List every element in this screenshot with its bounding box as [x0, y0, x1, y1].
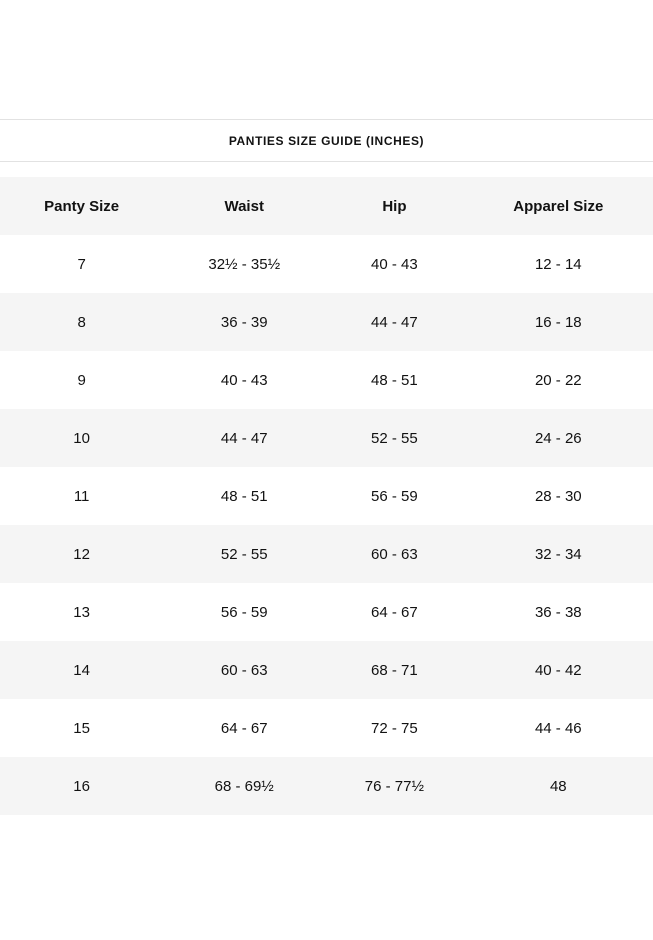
cell-waist: 36 - 39	[220, 313, 268, 331]
size-guide-title-bar	[0, 119, 653, 162]
cell-waist: 32½ - 35½	[208, 255, 281, 273]
cell-apparel-size: 44 - 46	[534, 719, 582, 737]
cell-hip: 52 - 55	[371, 429, 418, 447]
size-guide-title: PANTIES SIZE GUIDE (INCHES)	[228, 133, 425, 148]
cell-panty-size: 10	[73, 429, 90, 447]
cell-waist: 48 - 51	[220, 487, 268, 505]
column-header-waist: Waist	[224, 197, 264, 215]
cell-hip: 64 - 67	[371, 603, 418, 621]
table-row	[0, 641, 653, 699]
cell-waist: 56 - 59	[220, 603, 268, 621]
table-header-row	[0, 177, 653, 235]
cell-waist: 52 - 55	[220, 545, 268, 563]
cell-waist: 60 - 63	[220, 661, 268, 679]
cell-panty-size: 14	[73, 661, 90, 679]
cell-panty-size: 11	[73, 487, 90, 505]
cell-apparel-size: 16 - 18	[534, 313, 582, 331]
table-row	[0, 467, 653, 525]
cell-panty-size: 13	[73, 603, 90, 621]
table-row	[0, 293, 653, 351]
cell-apparel-size: 32 - 34	[534, 545, 582, 563]
cell-waist: 64 - 67	[220, 719, 268, 737]
table-row	[0, 525, 653, 583]
table-row	[0, 235, 653, 293]
cell-apparel-size: 12 - 14	[534, 255, 582, 273]
column-header-hip: Hip	[382, 197, 407, 215]
table-row	[0, 757, 653, 815]
cell-hip: 76 - 77½	[364, 777, 424, 795]
cell-panty-size: 7	[77, 255, 86, 273]
cell-hip: 68 - 71	[371, 661, 418, 679]
cell-hip: 44 - 47	[371, 313, 418, 331]
cell-apparel-size: 40 - 42	[534, 661, 582, 679]
table-row	[0, 351, 653, 409]
cell-hip: 72 - 75	[371, 719, 418, 737]
cell-panty-size: 12	[73, 545, 90, 563]
table-row	[0, 409, 653, 467]
column-header-apparel-size: Apparel Size	[513, 197, 604, 215]
cell-apparel-size: 48	[549, 777, 567, 795]
cell-apparel-size: 20 - 22	[534, 371, 582, 389]
table-row	[0, 583, 653, 641]
cell-hip: 60 - 63	[371, 545, 418, 563]
cell-panty-size: 16	[73, 777, 90, 795]
cell-apparel-size: 28 - 30	[534, 487, 582, 505]
size-guide-table	[0, 177, 653, 815]
cell-hip: 56 - 59	[371, 487, 418, 505]
cell-waist: 40 - 43	[220, 371, 268, 389]
cell-apparel-size: 24 - 26	[534, 429, 582, 447]
cell-panty-size: 8	[77, 313, 86, 331]
cell-panty-size: 15	[73, 719, 90, 737]
cell-apparel-size: 36 - 38	[534, 603, 582, 621]
cell-waist: 68 - 69½	[214, 777, 274, 795]
cell-waist: 44 - 47	[220, 429, 268, 447]
cell-panty-size: 9	[77, 371, 86, 389]
cell-hip: 40 - 43	[371, 255, 418, 273]
column-header-panty-size: Panty Size	[44, 197, 120, 215]
cell-hip: 48 - 51	[371, 371, 418, 389]
table-row	[0, 699, 653, 757]
